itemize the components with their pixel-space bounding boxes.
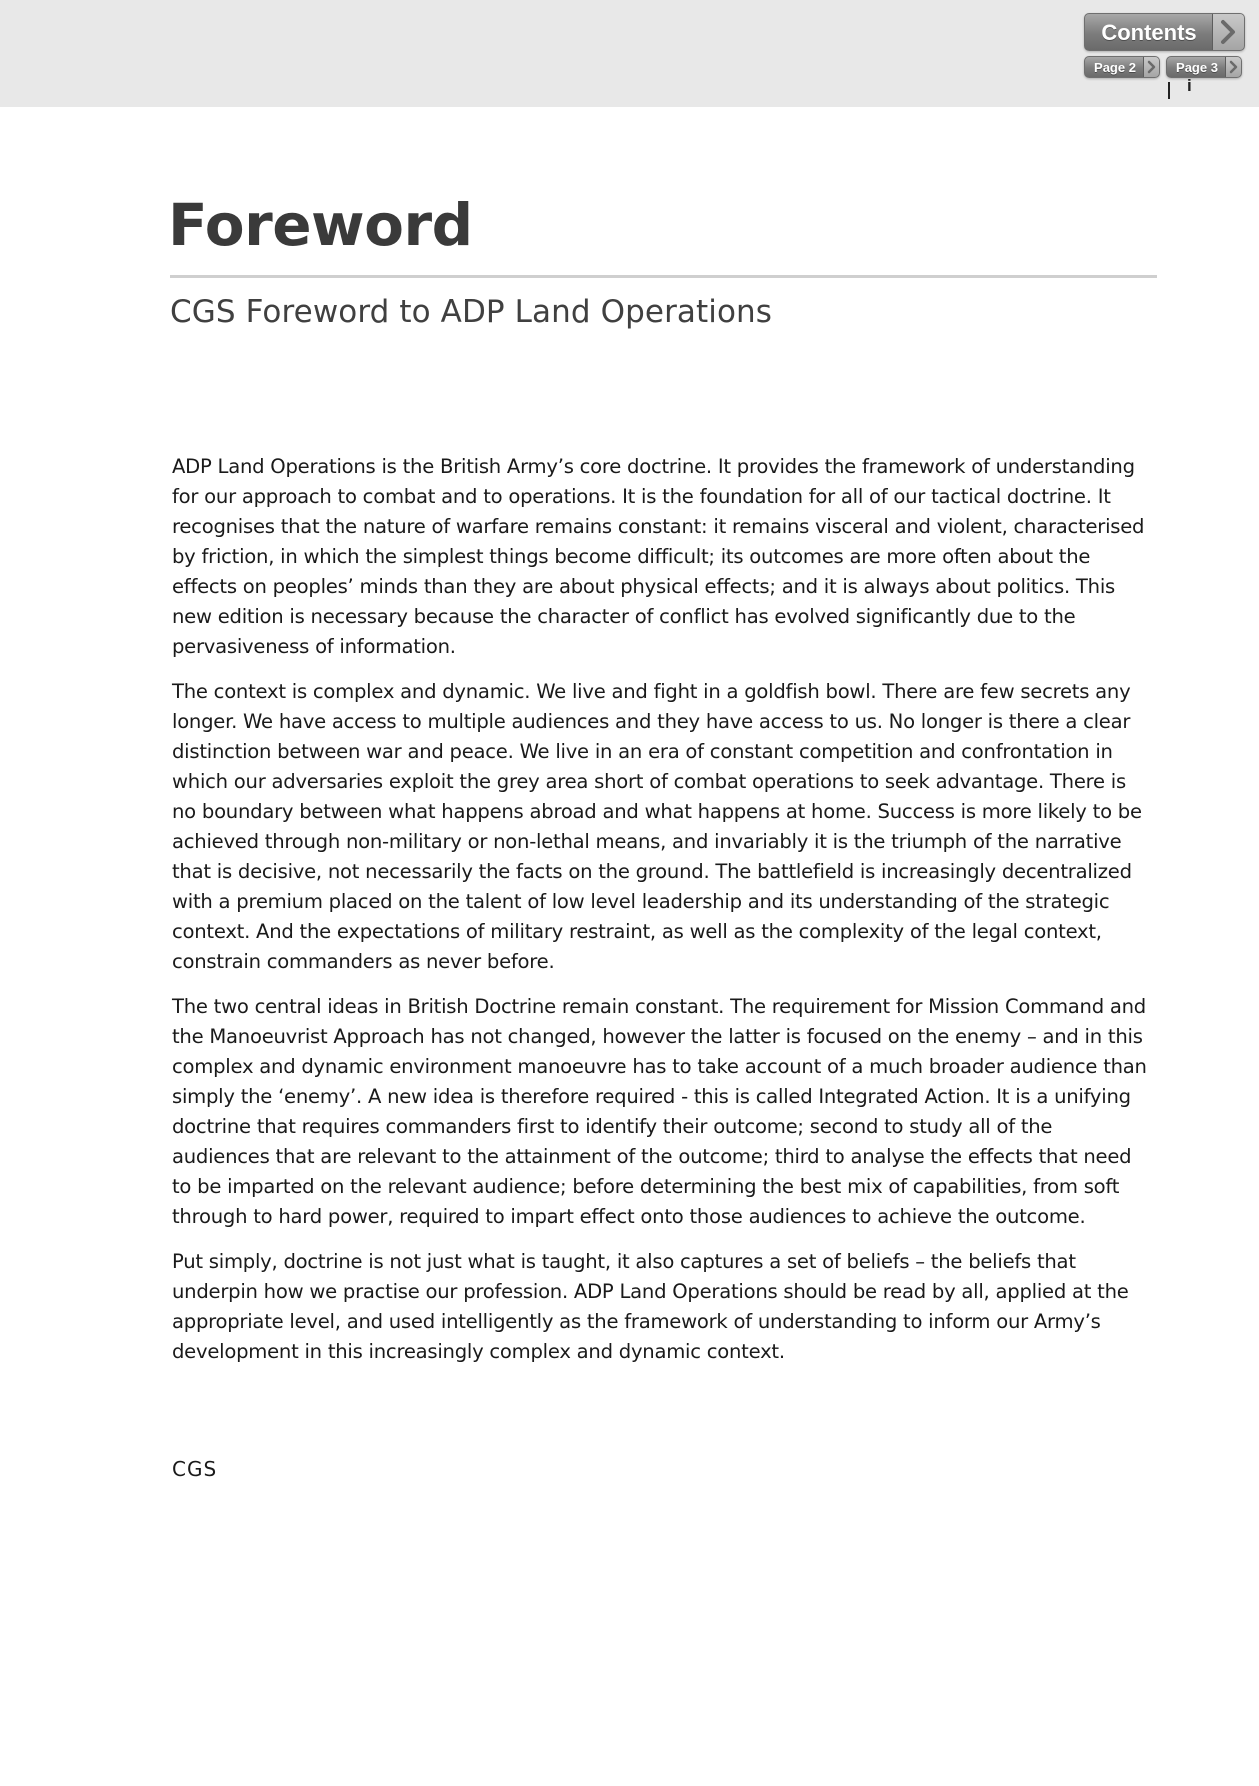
info-icon[interactable]: i	[1187, 76, 1192, 95]
chevron-right-icon	[1143, 57, 1159, 77]
page-divider-marker	[1168, 82, 1170, 99]
page-2-button[interactable]	[1084, 56, 1160, 78]
page-title: Foreword	[168, 191, 473, 259]
paragraph: Put simply, doctrine is not just what is taught, it also captures a set of beliefs – the beliefs that underpin how we practise our profession. ADP Land Operations should be read by all, applied at the appropriate level, and used intelligently as the framework of understanding to inform our Army’s development in this increasingly complex and dynamic context.	[172, 1250, 1129, 1363]
title-divider	[170, 275, 1157, 278]
contents-button-label: Contents	[1101, 20, 1197, 45]
paragraph: The context is complex and dynamic. We live and fight in a goldfish bowl. There are few secrets any longer. We have access to multiple audiences and they have access to us. No longer is there a clear distinction between war and peace. We live in an era of constant competition and confrontation in which our adversaries exploit the grey area short of combat operations to seek advantage. There is no boundary between what happens abroad and what happens at home. Success is more likely to be achieved through non-military or non-lethal means, and invariably it is the triumph of the narrative that is decisive, not necessarily the facts on the ground. The battlefield is increasingly decentralized with a premium placed on the talent of low level leadership and its understanding of the strategic context. And the expectations of military restraint, as well as the complexity of the legal context, constrain commanders as never before.	[172, 680, 1142, 973]
chevron-right-icon	[1225, 57, 1241, 77]
page-subtitle: CGS Foreword to ADP Land Operations	[170, 294, 773, 330]
top-navigation-bar	[0, 0, 1259, 107]
paragraph: ADP Land Operations is the British Army’s core doctrine. It provides the framework of understanding for our approach to combat and to operations. It is the foundation for all of our tactical doctrine. It recognises that the nature of warfare remains constant: it remains visceral and violent, characterised by friction, in which the simplest things become difficult; its outcomes are more often about the effects on peoples’ minds than they are about physical effects; and it is always about politics. This new edition is necessary because the character of conflict has evolved significantly due to the pervasiveness of information.	[172, 455, 1145, 658]
chevron-right-icon	[1212, 14, 1244, 50]
page-3-button[interactable]	[1166, 56, 1242, 78]
foreword-body	[172, 452, 1152, 1382]
signature: CGS	[172, 1457, 218, 1481]
paragraph: The two central ideas in British Doctrine remain constant. The requirement for Mission Command and the Manoeuvrist Approach has not changed, however the latter is focused on the enemy – and in this complex and dynamic environment manoeuvre has to take account of a much broader audience than simply the ‘enemy’. A new idea is therefore required - this is called Integrated Action. It is a unifying doctrine that requires commanders first to identify their outcome; second to study all of the audiences that are relevant to the attainment of the outcome; third to analyse the effects that need to be imparted on the relevant audience; before determining the best mix of capabilities, from soft through to hard power, required to impart effect onto those audiences to achieve the outcome.	[172, 995, 1147, 1228]
contents-button[interactable]	[1084, 13, 1245, 51]
page-2-button-label: Page 2	[1094, 60, 1136, 75]
page-3-button-label: Page 3	[1176, 60, 1218, 75]
